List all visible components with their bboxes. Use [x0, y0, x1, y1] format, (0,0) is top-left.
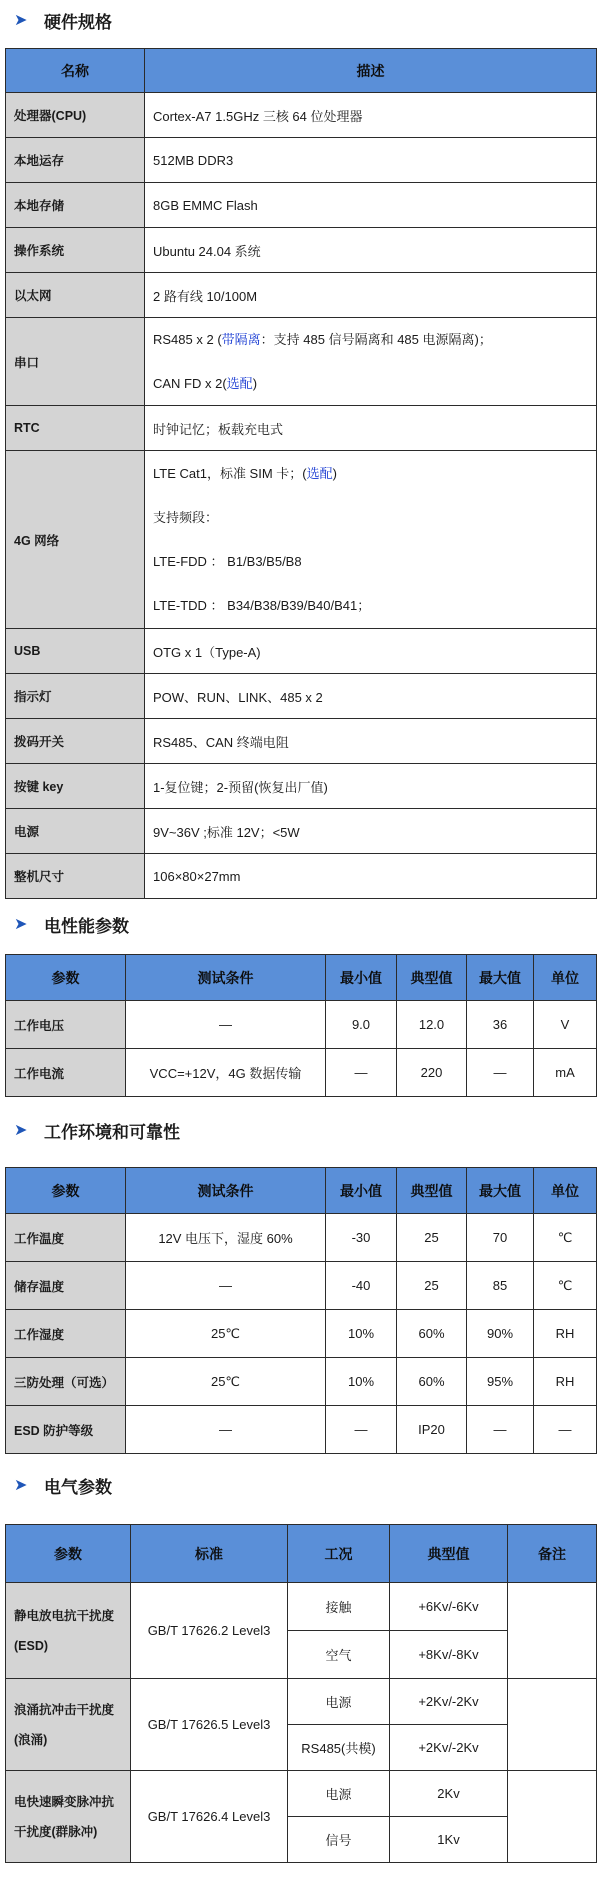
row-key: 4G 网络 [6, 451, 145, 629]
cell-max: 95% [467, 1358, 534, 1406]
header-min: 最小值 [326, 1168, 397, 1214]
cell-typ: IP20 [397, 1406, 467, 1454]
row-key: 以太网 [6, 273, 145, 318]
optional-link[interactable]: 选配 [226, 375, 253, 391]
header-min: 最小值 [326, 955, 397, 1001]
cell-unit: mA [534, 1049, 597, 1097]
text-line: 支持频段： [153, 509, 219, 525]
isolation-link[interactable]: 带隔离 [221, 331, 261, 347]
condition-cell: 接触 [288, 1583, 390, 1631]
cell-typ: 25 [397, 1262, 467, 1310]
row-key: 本地运存 [6, 138, 145, 183]
value-cell: +2Kv/-2Kv [390, 1679, 508, 1725]
condition-cell: RS485(共模) [288, 1725, 390, 1771]
section-title-text: 工作环境和可靠性 [44, 1122, 180, 1142]
row-key: 本地存储 [6, 183, 145, 228]
table-row [6, 1310, 597, 1358]
hardware-spec-table [5, 48, 597, 899]
header-desc: 描述 [145, 49, 597, 93]
remark-cell [508, 1679, 597, 1771]
header-max: 最大值 [467, 955, 534, 1001]
cell-typ: 220 [397, 1049, 467, 1097]
table-row [6, 273, 597, 318]
arrow-bullet-icon: ➤ [14, 1122, 28, 1139]
cell-max: — [467, 1049, 534, 1097]
table-row [6, 764, 597, 809]
row-key: 电源 [6, 809, 145, 854]
param-line: 电快速瞬变脉冲抗 [14, 1794, 115, 1809]
section-title-text: 电性能参数 [44, 916, 129, 936]
header-name: 名称 [6, 49, 145, 93]
param-line: 干扰度(群脉冲) [14, 1824, 98, 1839]
value-cell: +2Kv/-2Kv [390, 1725, 508, 1771]
param-line: (ESD) [14, 1638, 49, 1653]
cell-min: 10% [326, 1310, 397, 1358]
section-title-text: 电气参数 [44, 1477, 112, 1497]
row-value: RS485、CAN 终端电阻 [145, 719, 597, 764]
text-span: ) [252, 375, 258, 391]
cell-condition: — [126, 1001, 326, 1049]
table-row [6, 138, 597, 183]
header-remark: 备注 [508, 1525, 597, 1583]
cell-max: 90% [467, 1310, 534, 1358]
text-span: RS485 x 2 ( [153, 331, 222, 347]
cell-typ: 25 [397, 1214, 467, 1262]
header-param: 参数 [6, 955, 126, 1001]
header-condition: 工况 [288, 1525, 390, 1583]
table-row [6, 318, 597, 406]
table-row [6, 854, 597, 899]
table-row [6, 809, 597, 854]
table-row [6, 183, 597, 228]
text-span: ) [332, 465, 337, 481]
row-value [145, 451, 597, 629]
value-cell: +6Kv/-6Kv [390, 1583, 508, 1631]
cell-unit: — [534, 1406, 597, 1454]
row-value: 时钟记忆；板载充电式 [145, 406, 597, 451]
table-row [6, 1001, 597, 1049]
optional-link[interactable]: 选配 [306, 465, 333, 481]
row-key: 操作系统 [6, 228, 145, 273]
row-value: OTG x 1（Type-A) [145, 629, 597, 674]
row-key: 拨码开关 [6, 719, 145, 764]
param-cell [6, 1583, 131, 1679]
text-span: CAN FD x 2( [153, 375, 227, 391]
row-value: POW、RUN、LINK、485 x 2 [145, 674, 597, 719]
table-row [6, 674, 597, 719]
table-row [6, 1771, 597, 1817]
cell-condition: VCC=+12V，4G 数据传输 [126, 1049, 326, 1097]
standard-cell: GB/T 17626.5 Level3 [131, 1679, 288, 1771]
header-param: 参数 [6, 1525, 131, 1583]
cell-max: — [467, 1406, 534, 1454]
environment-table [5, 1167, 597, 1454]
value-cell: 1Kv [390, 1817, 508, 1863]
row-key: RTC [6, 406, 145, 451]
row-key: 储存温度 [6, 1262, 126, 1310]
header-param: 参数 [6, 1168, 126, 1214]
table-row [6, 451, 597, 629]
cell-min: — [326, 1049, 397, 1097]
text-line: LTE-FDD ： B1/B3/B5/B8 [153, 553, 302, 569]
cell-typ: 60% [397, 1358, 467, 1406]
cell-typ: 12.0 [397, 1001, 467, 1049]
row-key: 工作电流 [6, 1049, 126, 1097]
header-standard: 标准 [131, 1525, 288, 1583]
cell-max: 85 [467, 1262, 534, 1310]
cell-min: — [326, 1406, 397, 1454]
cell-min: 9.0 [326, 1001, 397, 1049]
standard-cell: GB/T 17626.4 Level3 [131, 1771, 288, 1863]
row-key: 串口 [6, 318, 145, 406]
row-key: 按键 key [6, 764, 145, 809]
table-row [6, 719, 597, 764]
row-key: ESD 防护等级 [6, 1406, 126, 1454]
electrical-parameters-table [5, 1524, 597, 1863]
section-title-hardware [14, 8, 112, 32]
header-condition: 测试条件 [126, 1168, 326, 1214]
arrow-bullet-icon: ➤ [14, 916, 28, 933]
condition-cell: 空气 [288, 1631, 390, 1679]
cell-min: 10% [326, 1358, 397, 1406]
row-key: 工作电压 [6, 1001, 126, 1049]
section-title-electrical [14, 1473, 112, 1497]
cell-unit: V [534, 1001, 597, 1049]
cell-unit: RH [534, 1358, 597, 1406]
condition-cell: 电源 [288, 1771, 390, 1817]
row-value: 512MB DDR3 [145, 138, 597, 183]
row-key: 三防处理（可选） [6, 1358, 126, 1406]
table-row [6, 1049, 597, 1097]
section-title-electrical-performance [14, 912, 129, 936]
condition-cell: 电源 [288, 1679, 390, 1725]
cell-typ: 60% [397, 1310, 467, 1358]
text-line: LTE-TDD ： B34/B38/B39/B40/B41； [153, 597, 371, 613]
remark-cell [508, 1771, 597, 1863]
cell-max: 70 [467, 1214, 534, 1262]
header-typical: 典型值 [390, 1525, 508, 1583]
row-value: 9V~36V ;标准 12V；<5W [145, 809, 597, 854]
param-cell [6, 1679, 131, 1771]
param-line: 浪涌抗冲击干扰度 [14, 1702, 115, 1717]
row-key: 指示灯 [6, 674, 145, 719]
header-unit: 单位 [534, 955, 597, 1001]
table-row [6, 629, 597, 674]
electrical-performance-table [5, 954, 597, 1097]
header-unit: 单位 [534, 1168, 597, 1214]
remark-cell [508, 1583, 597, 1679]
condition-cell: 信号 [288, 1817, 390, 1863]
header-max: 最大值 [467, 1168, 534, 1214]
row-key: 工作温度 [6, 1214, 126, 1262]
cell-condition: — [126, 1262, 326, 1310]
section-title-text: 硬件规格 [44, 12, 112, 32]
cell-condition: — [126, 1406, 326, 1454]
row-value [145, 318, 597, 406]
param-line: 静电放电抗干扰度 [14, 1608, 115, 1623]
section-title-environment [14, 1118, 180, 1142]
param-cell [6, 1771, 131, 1863]
cell-condition: 12V 电压下，湿度 60% [126, 1214, 326, 1262]
table-row [6, 1262, 597, 1310]
value-cell: +8Kv/-8Kv [390, 1631, 508, 1679]
cell-unit: ℃ [534, 1214, 597, 1262]
row-value: 106×80×27mm [145, 854, 597, 899]
row-value: Cortex-A7 1.5GHz 三核 64 位处理器 [145, 93, 597, 138]
row-value: 8GB EMMC Flash [145, 183, 597, 228]
text-span: ：支持 485 信号隔离和 485 电源隔离)； [260, 331, 492, 347]
arrow-bullet-icon: ➤ [14, 12, 28, 29]
table-row [6, 228, 597, 273]
table-row [6, 406, 597, 451]
arrow-bullet-icon: ➤ [14, 1477, 28, 1494]
cell-condition: 25℃ [126, 1310, 326, 1358]
table-row [6, 1358, 597, 1406]
row-value: 2 路有线 10/100M [145, 273, 597, 318]
cell-unit: ℃ [534, 1262, 597, 1310]
table-row [6, 93, 597, 138]
header-condition: 测试条件 [126, 955, 326, 1001]
header-typ: 典型值 [397, 1168, 467, 1214]
cell-unit: RH [534, 1310, 597, 1358]
cell-min: -30 [326, 1214, 397, 1262]
text-span: LTE Cat1，标准 SIM 卡；( [153, 465, 307, 481]
table-row [6, 1214, 597, 1262]
param-line: (浪涌) [14, 1732, 48, 1747]
header-typ: 典型值 [397, 955, 467, 1001]
table-row [6, 1583, 597, 1631]
cell-condition: 25℃ [126, 1358, 326, 1406]
standard-cell: GB/T 17626.2 Level3 [131, 1583, 288, 1679]
cell-max: 36 [467, 1001, 534, 1049]
table-row [6, 1679, 597, 1725]
cell-min: -40 [326, 1262, 397, 1310]
row-key: 处理器(CPU) [6, 93, 145, 138]
row-key: USB [6, 629, 145, 674]
row-value: Ubuntu 24.04 系统 [145, 228, 597, 273]
row-value: 1-复位键；2-预留(恢复出厂值) [145, 764, 597, 809]
value-cell: 2Kv [390, 1771, 508, 1817]
table-row [6, 1406, 597, 1454]
row-key: 工作湿度 [6, 1310, 126, 1358]
row-key: 整机尺寸 [6, 854, 145, 899]
